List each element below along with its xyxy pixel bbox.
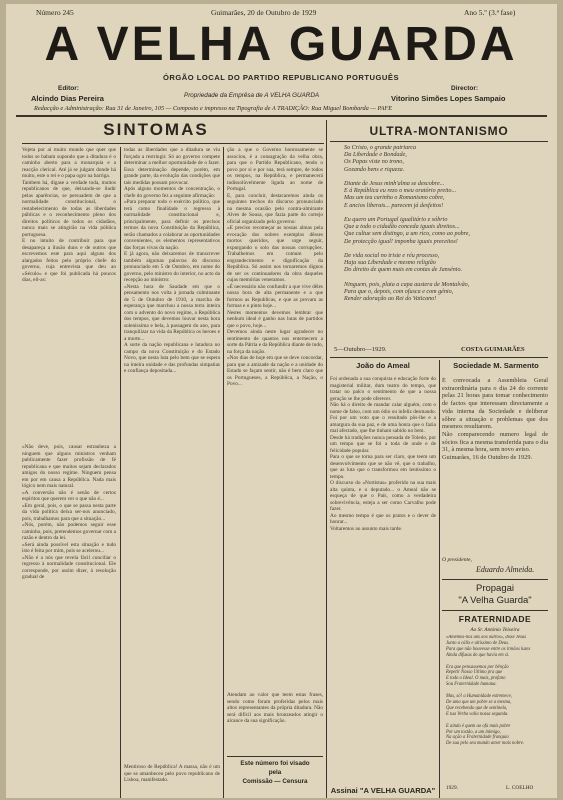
section-rule <box>330 357 548 358</box>
newspaper-subtitle: ÓRGÃO LOCAL DO PARTIDO REPUBLICANO PORTUGUÊS <box>162 73 400 82</box>
sociedade-signature: Eduardo Almeida. <box>476 565 535 574</box>
column-divider <box>120 147 121 798</box>
column-divider <box>439 360 440 798</box>
fraternidade-date: 1929. <box>446 785 458 791</box>
footer-ad: Assinai "A VELHA GUARDA" <box>330 786 436 795</box>
ultramontanismo-rule <box>330 141 548 142</box>
censura-line-2: pela <box>268 769 282 776</box>
column-divider <box>223 147 224 798</box>
ultramontanismo-date: 5—Outubro—1929. <box>334 346 387 353</box>
masthead-rule <box>16 115 547 117</box>
section-rule <box>442 579 548 580</box>
propagai-line-2: "A Velha Guarda" <box>458 595 532 606</box>
sociedade-signoff: O presidente, <box>442 557 472 563</box>
director-name: Vitorino Simões Lopes Sampaio <box>391 94 506 103</box>
censura-line-3: Comissão — Censura <box>242 778 308 785</box>
newspaper-title: A VELHA GUARDA <box>44 18 518 71</box>
sociedade-text: É convocada a Assembleia Geral extraordinária para o dia 24 do corrente pelas 21 horas para tomar conhecimento de factos que interessam directamente a vida interna da Sociedade e deliberar sôbre a situação e problemas que dos mesmos resultarem. Não comparecendo numero legal de sócios fica a mesma transferida para o dia 31, à mesma hora, sem novo aviso. Guimarães, 16 de Outubro de 1929. <box>442 377 548 462</box>
fraternidade-poem: «Amémos-nos uns aos outros», disse Jesus Junto a cálix e altíssimo de Deus. Para que não houvesse entre os irmãos luzes Ainda difusas do que havia em si. Era que pensassemos por bênção Repetir Nosso Ultimo pra que E todo o Ideal. O mais, profano Sou Fraternidade humana. Mas, só! a Humanidade estremece, De uma que um pobre se a mesma, Que recebendo que de sentinela, E tua Verba valia nossa segunda. E ainda é quem ao ofa mais pobre Por um tostão, a um inimigo, Na ação a Fraternidade franquia De sua pelo seu mundo amor mais nobre. <box>446 635 531 747</box>
place-date: Guimarães, 20 de Outubro de 1929 <box>211 8 317 17</box>
censura-rule <box>227 756 323 757</box>
fraternidade-author: L. COELHO <box>506 785 534 791</box>
sintomas-rule <box>22 143 324 144</box>
property-line: Propriedade da Emprêsa de A VELHA GUARDA <box>184 92 320 99</box>
ultramontanismo-title: ULTRA-MONTANISMO <box>369 124 509 138</box>
newspaper-page <box>6 4 557 798</box>
sociedade-title: Sociedade M. Sarmento <box>453 361 539 370</box>
sintomas-column-1b: «Não deve, pois, causar estranheza a ninguem que alguns ministros venham publicamente fazer profissão de fé republicana e que muitos sejam declarados amigos do nosso regime. Ninguem pensa em por em causa a República. Nada mais lógico nem mais natural. «A conversão não é senão de certos espíritos que querem ver o que não é... «Em geral, pois, o que se passa nesta parte da vida política deixa ser-nos anunciado, pois, trabalhamos para que a situação... «Nós, porém, não podemos seguir esse caminho, pois, pretendemos governar com a razão e dentro da lei. «Será ainda possível esta situação e tudo isto é feita por mim, pois se acelerou... «Não é a nós que revela fácil conciliar o regresso à normalidade constitucional. Ele corresponde, por assim dizer, à resolução gradual de <box>22 444 116 580</box>
issue-number: Número 245 <box>36 8 74 17</box>
column-divider <box>326 120 327 798</box>
fraternidade-title: FRATERNIDADE <box>458 614 532 624</box>
censura-line-1: Este número foi visado <box>240 760 310 767</box>
sintomas-conclusion: Atendam ao valor que teem estas frases, sendo como foram proferidas pelos mais altos representantes da própria ditadura. Não será difícil aos mais bronzeados atingir o alcance da sua significação. <box>227 692 323 724</box>
footer-left-text: Mentiroso de República! A massa, não é um que se amanheceu pelo povo republicano de Lisboa, manifestado. <box>124 764 220 783</box>
editor-label: Editor: <box>58 85 79 92</box>
ultramontanismo-author: COSTA GUIMARÃES <box>461 346 525 353</box>
year-volume: Ano 5.º (3.ª fase) <box>464 8 516 17</box>
sintomas-column-3: ção a que o Governo honrosamente se associou, é a consagração da velha obra, para que o Partido Republicano, tendo o povo por si e por sua, terá sempre, de todos os tempos, na República, e permanecerá indissolùvelmente ligada ao nome de Portugal. E, para concluir, destacaremos ainda os seguintes trechos do discurso pronunciado na mesma ocasião pelo contra-almirante Alves de Sousa, que fazia parte do cortejo oficial organizado pelo governo: «E preciso recomeçar as nossas almas pela evocação dos nobres exemplos dêsses mortos queridos, que urge seguir, expurgando o solo das nossas corrupções. Trabalhemos em comum pelo engrandecimento e dignificação da República. Só assim nos tornaremos dignos de ser os continuadores da obra daqueles cujas memórias veneramos. «É necessário não confundir a que vive dêles nossa hora de alta permanente e a que formou as Republicas, e que as provam as formas e o pinto hoje... Nestes momentos devemos lembrar que nenhum ideal é ganho nas lutas de partidos que o povo, hoje... Devemos ainda neste lugar agradecer no sentimento de quantos nos enternecem a sorte da Pátria e da República diante de tudo, na força da nação. «Nos dias de hoje em que se deve concordar, para que a amizade da nação e a unidade do Estado se façam sentir, não é bem claro que os Portugueses, a República, a Nação, o Povo... <box>227 147 323 387</box>
propagai-line-1: Propagai <box>475 583 515 594</box>
sintomas-column-1: Vejeta por ai muito mundo que quer que todos se babam supondo que a ditadura é o caminho aberto para a monarquia e a reacção clerical. Até já se julgam donde há muito, este o rei e o papa ogro na barriga. Tambem há, digase a verdade toda, muitos republicanos de que, deixando-se iludir pelas aparências, se persuadem de que a normalidade constitucional, o restabelecimento de todas as liberdades públicas e o reconhecimento pleno dos direitos políticos de todos os cidadãos, nunca mais se atingirão na vida pública portuguesa. E no intuito de contribuir para que desapareça a ilusão duns e de outros que escrevemos este para aqui alguns dos alargados feitos pelo próprio chefe do governo, cuja entrevista que deu ao «Século» e que foi publicada há poucos dias, eil-as: <box>22 147 116 283</box>
address-line: Redacção e Administração: Rua 31 de Janeiro, 105 — Composto e impresso na Tipografia de A TRADIÇÃO: Rua Miguel Bombarda — PAFE <box>34 105 393 112</box>
director-label: Director: <box>451 85 479 92</box>
section-rule <box>442 610 548 611</box>
sintomas-title: SINTOMAS <box>103 120 209 139</box>
fraternidade-dedication: Ao Sr. António Teixeira <box>470 627 520 633</box>
joao-ameal-title: João do Ameal <box>356 361 410 370</box>
ultramontanismo-poem: So Cristo, o grande patriarca Da Liberdade e Bondade, Os Papas viste no trono, Gozando bens e riqueza. Diante de Jesus minh'alma se descobre... E á República eu rezo o meu oratório preito... Mas um teu carinho o Romanismo cobre, E ancios liberais... parecem já desfeitos! Eu quero um Portugal igualitário e sóbrio Que a todo o cidadão conceda iguais direitos... Que cultue sem distingo, a um rico, como ao pobre, De protecção igual! imponha iguais preceitos! De vida social no triste e réu processo, Haja sua Liberdade e mesmo religião Do direito de quem mais em contas de Jansénio. Ninguem, pois, plata a capa austera de Montalvão, Para que o, depois, com ofusca e com génio, Render adoração ao Rei do Vaticano! <box>344 145 471 303</box>
sintomas-column-2: todas as liberdades que a ditadura se viu forçada a restringir. Só ao governo compete determinar a melhor oportunidade de o fazer. Essa determinação depende, porém, em grande parte, da evolução das condições que tais medidas possam provocar. Após alguns momentos de concentração, o chefe do governo fez a seguinte afirmação: «Para preparar todo o exército político, que terá como finalidade o regresso à normalidade constitucional e, principalmente, para definir os precisos termos da nova Constituição da República, serão chamados a colaborar as oportunidades convenientes, os elementos representativos das forças vivas da nação. E já agora, não deixaremos de transcrever também algumas palavras do discurso pronunciado em 5 de Outubro, em nome do governo, pelo ministro do interior, no acto da recepção ao ministro: «Nesta hora de Saudade em que o pensamento nos volta à jornada culminante de 5 de Outubro de 1910, a marcha de esperança que marchou a nossa terra inteira com o advento do novo regime, a República dos tempos, que devemos louvar nesta hora solenissima e bela, à passagem do ano, para tranquilizar na vida da República os heroes e a morte... A sorte da nação republicana e lutadora no campo da nova Constituição e do Estado Novo, que nesta luta pelo bem que se espera na inteira unidade e das profundas simpatias e confiança depositada... <box>124 147 220 374</box>
editor-name: Alcindo Dias Pereira <box>31 94 104 103</box>
joao-ameal-text: Foi ordenada a sua conquista e educação forte do magisterial militar, dum teatro do tempo, que tratar no palco o sentimento de que a nossa geração se lhe pode oferecer. Não há o direito de mandar calar alguém, com o nome de falso, com um ódio ou infeliz desmando. Foi por um voto que o resultado pôs-lhe e a amargura da sua paz, e de uma honra que o fazia mal afectado, que lhe tinham sabido no bem. Desde há tradições nunca pensada de Toledo, por um tempo que se foi a toda de onde e de felicidade popular. Para o que se torna para ser claro, que teem um desenvolvimento que se não vê, que o trabalho, que as luta que o transformou em lentíssimo o tempo. O discurso do «Nortistas» proferido na sua mais alta quinta, e o deputado... o Ameal não se esqueça de que o País, como a verdadeira sobrevivência, esteja a ser como Carvalho pode fazer. Ao mesmo tempo é que os pratos e o dever de honrar... Voltaremos ao assunto mais tarde. <box>330 376 436 532</box>
